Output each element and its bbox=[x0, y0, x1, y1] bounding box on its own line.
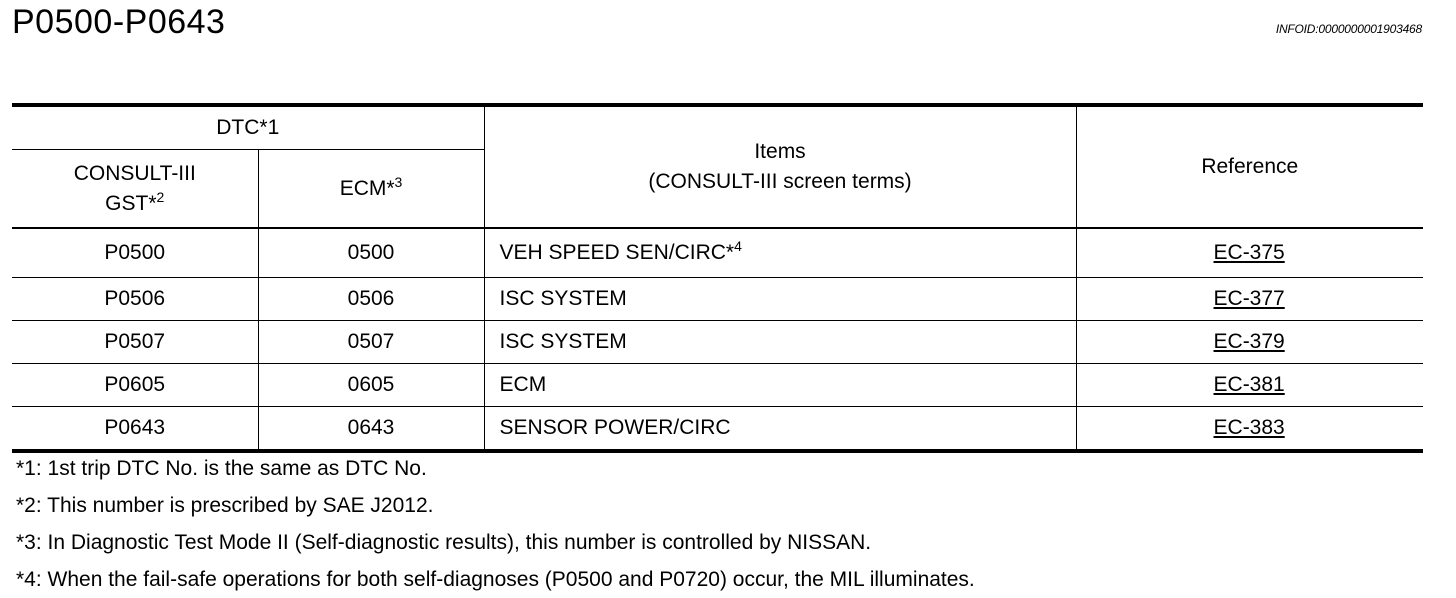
page-title: P0500-P0643 bbox=[12, 3, 226, 41]
table-row bbox=[12, 228, 1423, 278]
ecm-header bbox=[258, 150, 484, 229]
info-id: INFOID:0000000001903468 bbox=[1275, 22, 1422, 36]
reference-cell bbox=[1076, 407, 1423, 452]
table-row bbox=[12, 278, 1423, 321]
table-row bbox=[12, 407, 1423, 452]
ecm-code-cell: 0500 bbox=[258, 228, 484, 278]
reference-link[interactable]: EC-379 bbox=[1213, 330, 1285, 353]
consult-code-cell: P0500 bbox=[12, 228, 258, 278]
items-header-line2: (CONSULT-III screen terms) bbox=[648, 170, 912, 193]
consult-header bbox=[12, 150, 258, 229]
reference-link[interactable]: EC-375 bbox=[1213, 241, 1285, 264]
footnote-mark: 2 bbox=[156, 188, 165, 205]
consult-header-line1: CONSULT-III bbox=[73, 161, 196, 185]
footnote-2: *2: This number is prescribed by SAE J2012. bbox=[16, 494, 434, 517]
dtc-header: DTC*1 bbox=[12, 105, 484, 150]
reference-link[interactable]: EC-381 bbox=[1213, 373, 1285, 396]
footnote-3: *3: In Diagnostic Test Mode II (Self-diagnostic results), this number is controlled by NISSAN. bbox=[16, 531, 872, 554]
consult-code-cell: P0507 bbox=[12, 321, 258, 364]
footnote-1: *1: 1st trip DTC No. is the same as DTC No. bbox=[16, 457, 427, 480]
reference-cell bbox=[1076, 321, 1423, 364]
item-cell: ISC SYSTEM bbox=[484, 321, 1076, 364]
reference-link[interactable]: EC-377 bbox=[1213, 287, 1285, 310]
consult-code-cell: P0605 bbox=[12, 364, 258, 407]
item-cell: ISC SYSTEM bbox=[484, 278, 1076, 321]
consult-header-text: GST* bbox=[105, 191, 157, 215]
ecm-code-cell: 0506 bbox=[258, 278, 484, 321]
item-text: VEH SPEED SEN/CIRC* bbox=[499, 241, 735, 264]
reference-cell bbox=[1076, 364, 1423, 407]
reference-cell bbox=[1076, 278, 1423, 321]
reference-cell bbox=[1076, 228, 1423, 278]
reference-header: Reference bbox=[1076, 105, 1423, 228]
ecm-code-cell: 0605 bbox=[258, 364, 484, 407]
items-header bbox=[484, 105, 1076, 228]
ecm-code-cell: 0507 bbox=[258, 321, 484, 364]
reference-link[interactable]: EC-383 bbox=[1213, 416, 1285, 439]
footnote-mark: 3 bbox=[394, 173, 403, 190]
footnote-mark: 4 bbox=[734, 238, 742, 254]
table-row bbox=[12, 321, 1423, 364]
consult-code-cell: P0506 bbox=[12, 278, 258, 321]
footnote-4: *4: When the fail-safe operations for both self-diagnoses (P0500 and P0720) occur, the MIL illuminates. bbox=[16, 568, 975, 591]
table-row bbox=[12, 364, 1423, 407]
item-cell: SENSOR POWER/CIRC bbox=[484, 407, 1076, 452]
consult-code-cell: P0643 bbox=[12, 407, 258, 452]
item-cell bbox=[484, 228, 1076, 278]
dtc-table bbox=[12, 103, 1423, 453]
ecm-code-cell: 0643 bbox=[258, 407, 484, 452]
items-header-line1: Items bbox=[754, 140, 806, 163]
item-cell: ECM bbox=[484, 364, 1076, 407]
footnotes bbox=[16, 450, 975, 598]
ecm-header-text: ECM* bbox=[339, 176, 395, 200]
consult-header-line2 bbox=[12, 189, 258, 219]
